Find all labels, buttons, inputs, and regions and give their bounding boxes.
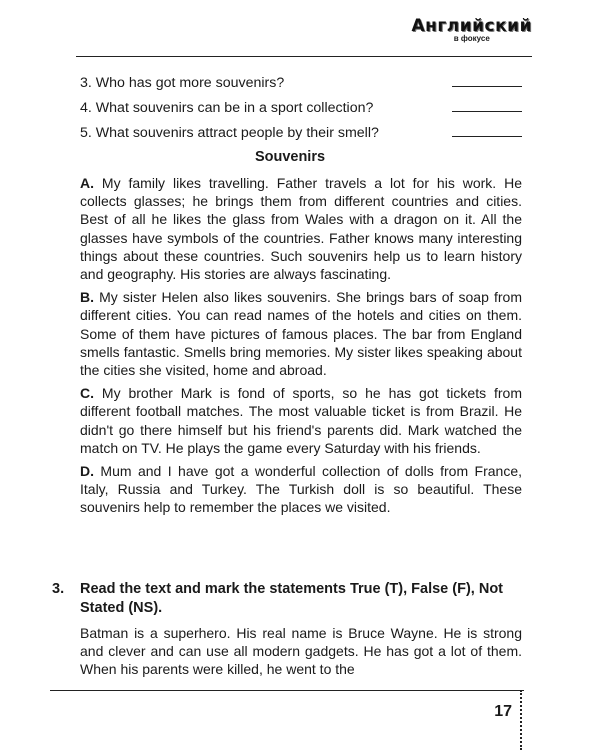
paragraph-body: My brother Mark is fond of sports, so he has got tickets from different football matches. The most valuable ticket is from Brazil. He didn't go there himself but his friend's parents did. Mark watched the match on TV. He plays the game every Saturday with his friends.	[80, 385, 522, 456]
logo-title: Английский	[411, 16, 532, 36]
answer-blank[interactable]	[452, 111, 522, 112]
text-title: Souvenirs	[254, 149, 326, 165]
paragraph-label: A.	[80, 175, 94, 191]
paragraph-label: D.	[80, 463, 94, 480]
paragraph-c	[80, 384, 522, 457]
logo-subtitle: в фокусе	[453, 34, 490, 43]
paragraph-b	[80, 288, 522, 379]
page-number: 17	[494, 703, 512, 720]
paragraph-body: My sister Helen also likes souvenirs. She brings bars of soap from different cities. You can read names of the hotels and cities on them. Some of them have pictures of famous places. The bar from England smells fantastic. Smells bring memories. My sister likes speaking about the cities she visited, home and abroad.	[80, 289, 522, 379]
reading-text	[80, 174, 522, 522]
task-number: 3.	[52, 581, 65, 597]
question-row	[80, 116, 522, 141]
task-heading	[52, 580, 524, 618]
task-instruction: Read the text and mark the statements True (T), False (F), Not Stated (NS).	[80, 581, 503, 616]
question-row	[80, 66, 522, 91]
header-rule	[76, 56, 532, 57]
book-logo	[412, 16, 533, 43]
footer-rule	[50, 690, 524, 691]
question-row	[80, 91, 522, 116]
question-text: 4. What souvenirs can be in a sport collection?	[80, 100, 374, 116]
dotted-margin-line	[520, 690, 522, 750]
paragraph-body: My family likes travelling. Father travels a lot for his work. He collects glasses; he brings them from different countries and cities. Best of all he likes the glass from Wales with a dragon on it. All the glasses have symbols of the countries. Father knows many interesting things about these countries. Such souvenirs help us to learn history and geography. His stories are always fascinating.	[80, 175, 522, 283]
paragraph-a	[80, 174, 522, 283]
paragraph-body: Mum and I have got a wonderful collection of dolls from France, Italy, Russia and Turkey. The Turkish doll is so beautiful. These souvenirs help to remember the places we visited.	[80, 463, 522, 516]
question-list	[80, 66, 522, 141]
task-passage: Batman is a superhero. His real name is Bruce Wayne. He is strong and clever and can use all modern gadgets. He has got a lot of them. When his parents were killed, he went to the	[80, 625, 522, 678]
paragraph-label: C.	[80, 385, 94, 402]
answer-blank[interactable]	[452, 136, 522, 137]
paragraph-label: B.	[80, 289, 94, 306]
question-text: 3. Who has got more souvenirs?	[80, 75, 285, 91]
answer-blank[interactable]	[452, 86, 522, 87]
question-text: 5. What souvenirs attract people by their smell?	[80, 125, 379, 141]
paragraph-d	[80, 462, 522, 517]
